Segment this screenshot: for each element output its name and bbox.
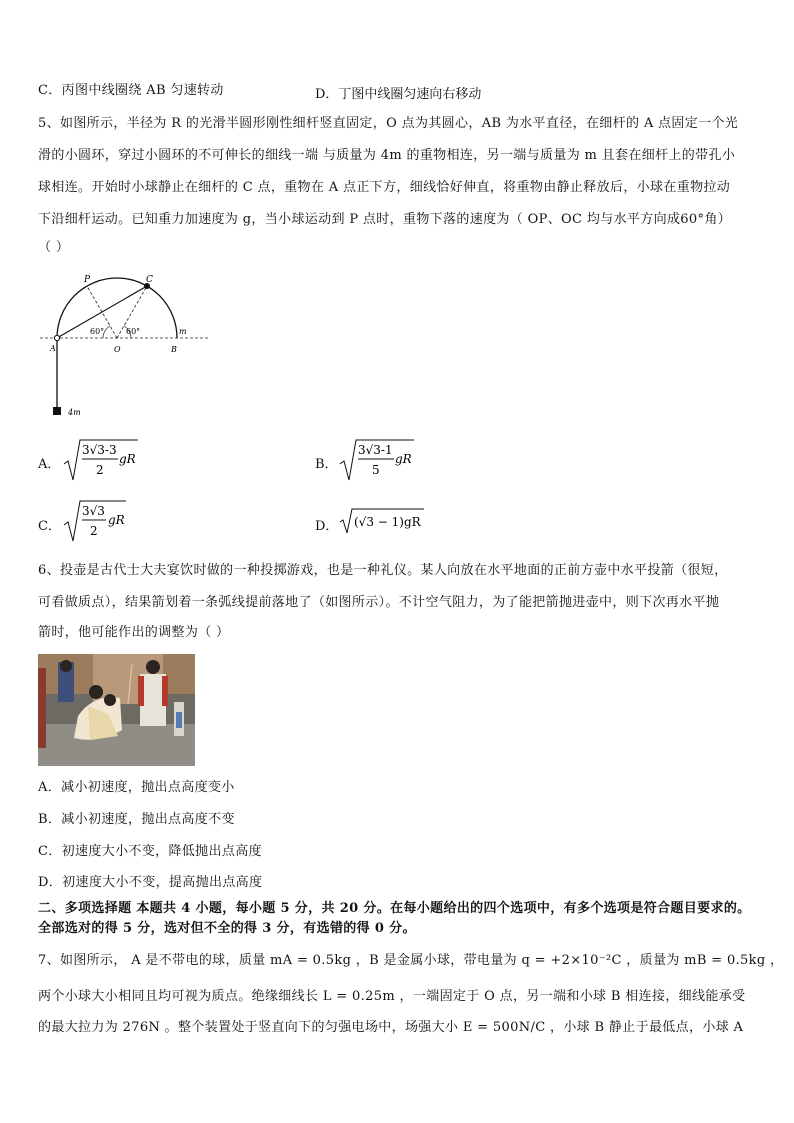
q6-stem-line-3: 箭时，他可能作出的调整为（ ） bbox=[38, 625, 230, 640]
q6-stem-line-2: 可看做质点），结果箭划着一条弧线提前落地了（如图所示）。不计空气阻力，为了能把箭抛进壶中，则下次再水平抛 bbox=[38, 595, 720, 610]
q5-option-d-formula bbox=[338, 506, 438, 536]
q7-stem-line-1: 7、如图所示， A 是不带电的球，质量 mA = 0.5kg ，B 是金属小球，带电量为 q = +2×10⁻²C ，质量为 mB = 0.5kg ， bbox=[38, 953, 784, 968]
q6-stem-line-1: 6、投壶是古代士大夫宴饮时做的一种投掷游戏，也是一种礼仪。某人向放在水平地面的正前方壶中水平投箭（很短， bbox=[38, 563, 728, 578]
svg-text:gR: gR bbox=[395, 452, 412, 466]
ring-a bbox=[54, 335, 59, 340]
weight-4m bbox=[53, 407, 61, 415]
q6-option-c: C．初速度大小不变，降低抛出点高度 bbox=[38, 844, 262, 859]
q5-semicircle-figure bbox=[40, 270, 220, 420]
svg-text:2: 2 bbox=[90, 524, 98, 538]
q5-option-c-letter: C． bbox=[38, 519, 61, 534]
label-angle-left: 60° bbox=[90, 327, 105, 336]
q7-stem-line-3: 的最大拉力为 276N 。整个装置处于竖直向下的匀强电场中，场强大小 E = 500N/C ，小球 B 静止于最低点，小球 A bbox=[38, 1020, 744, 1035]
label-a: A bbox=[50, 344, 56, 353]
label-b: B bbox=[171, 345, 177, 354]
q5-option-a-letter: A． bbox=[38, 457, 61, 472]
label-p: P bbox=[84, 275, 91, 285]
section-2-header-line-2: 全部选对的得 5 分，选对但不全的得 3 分，有选错的得 0 分。 bbox=[38, 921, 416, 936]
svg-text:3√3-1: 3√3-1 bbox=[358, 443, 393, 457]
q5-stem-line-4: 下沿细杆运动。已知重力加速度为 g，当小球运动到 P 点时，重物下落的速度为（ OP、OC 均与水平方向成60°角） bbox=[38, 212, 732, 227]
q6-option-d: D．初速度大小不变，提高抛出点高度 bbox=[38, 875, 263, 890]
label-angle-right: 60° bbox=[126, 327, 141, 336]
svg-text:5: 5 bbox=[372, 463, 380, 477]
svg-text:gR: gR bbox=[108, 513, 125, 527]
q5-stem-line-5: （ ） bbox=[38, 240, 70, 255]
q5-option-c-formula bbox=[62, 497, 142, 547]
svg-text:3√3-3: 3√3-3 bbox=[82, 443, 117, 457]
q5-stem-line-1: 5、如图所示，半径为 R 的光滑半圆形刚性细杆竖直固定，O 点为其圆心，AB 为水平直径，在细杆的 A 点固定一个光 bbox=[38, 116, 739, 131]
svg-text:3√3: 3√3 bbox=[82, 504, 105, 518]
label-o: O bbox=[114, 345, 121, 354]
label-weight: 4m bbox=[68, 408, 81, 417]
label-m: m bbox=[179, 327, 187, 336]
q5-stem-line-3: 球相连。开始时小球静止在细杆的 C 点，重物在 A 点正下方，细线恰好伸直，将重物由静止释放后，小球在重物拉动 bbox=[38, 180, 731, 195]
q6-option-a: A．减小初速度，抛出点高度变小 bbox=[38, 780, 235, 795]
q6-option-b: B．减小初速度，抛出点高度不变 bbox=[38, 812, 235, 827]
q5-option-b-letter: B． bbox=[315, 457, 338, 472]
q4-option-d: D．丁图中线圈匀速向右移动 bbox=[315, 87, 482, 102]
q5-option-a-formula bbox=[62, 436, 152, 486]
q5-option-d-letter: D． bbox=[315, 519, 339, 534]
svg-text:2: 2 bbox=[96, 463, 104, 477]
section-2-header-line-1: 二、多项选择题 本题共 4 小题，每小题 5 分，共 20 分。在每小题给出的四个选项中，有多个选项是符合题目要求的。 bbox=[38, 901, 751, 916]
q4-option-c: C．丙图中线圈绕 AB 匀速转动 bbox=[38, 83, 224, 98]
q5-option-b-formula bbox=[338, 436, 428, 486]
q5-stem-line-2: 滑的小圆环，穿过小圆环的不可伸长的细线一端 与质量为 4m 的重物相连，另一端与质量为 m 且套在细杆上的带孔小 bbox=[38, 148, 736, 163]
label-c: C bbox=[146, 275, 153, 285]
semicircle-rod bbox=[57, 278, 177, 338]
q6-touhu-photo bbox=[38, 654, 195, 766]
svg-text:(√3 − 1)gR: (√3 − 1)gR bbox=[354, 515, 421, 529]
svg-text:gR: gR bbox=[119, 452, 136, 466]
q7-stem-line-2: 两个小球大小相同且均可视为质点。绝缘细线长 L = 0.25m ，一端固定于 O 点，另一端和小球 B 相连接，细线能承受 bbox=[38, 989, 746, 1004]
